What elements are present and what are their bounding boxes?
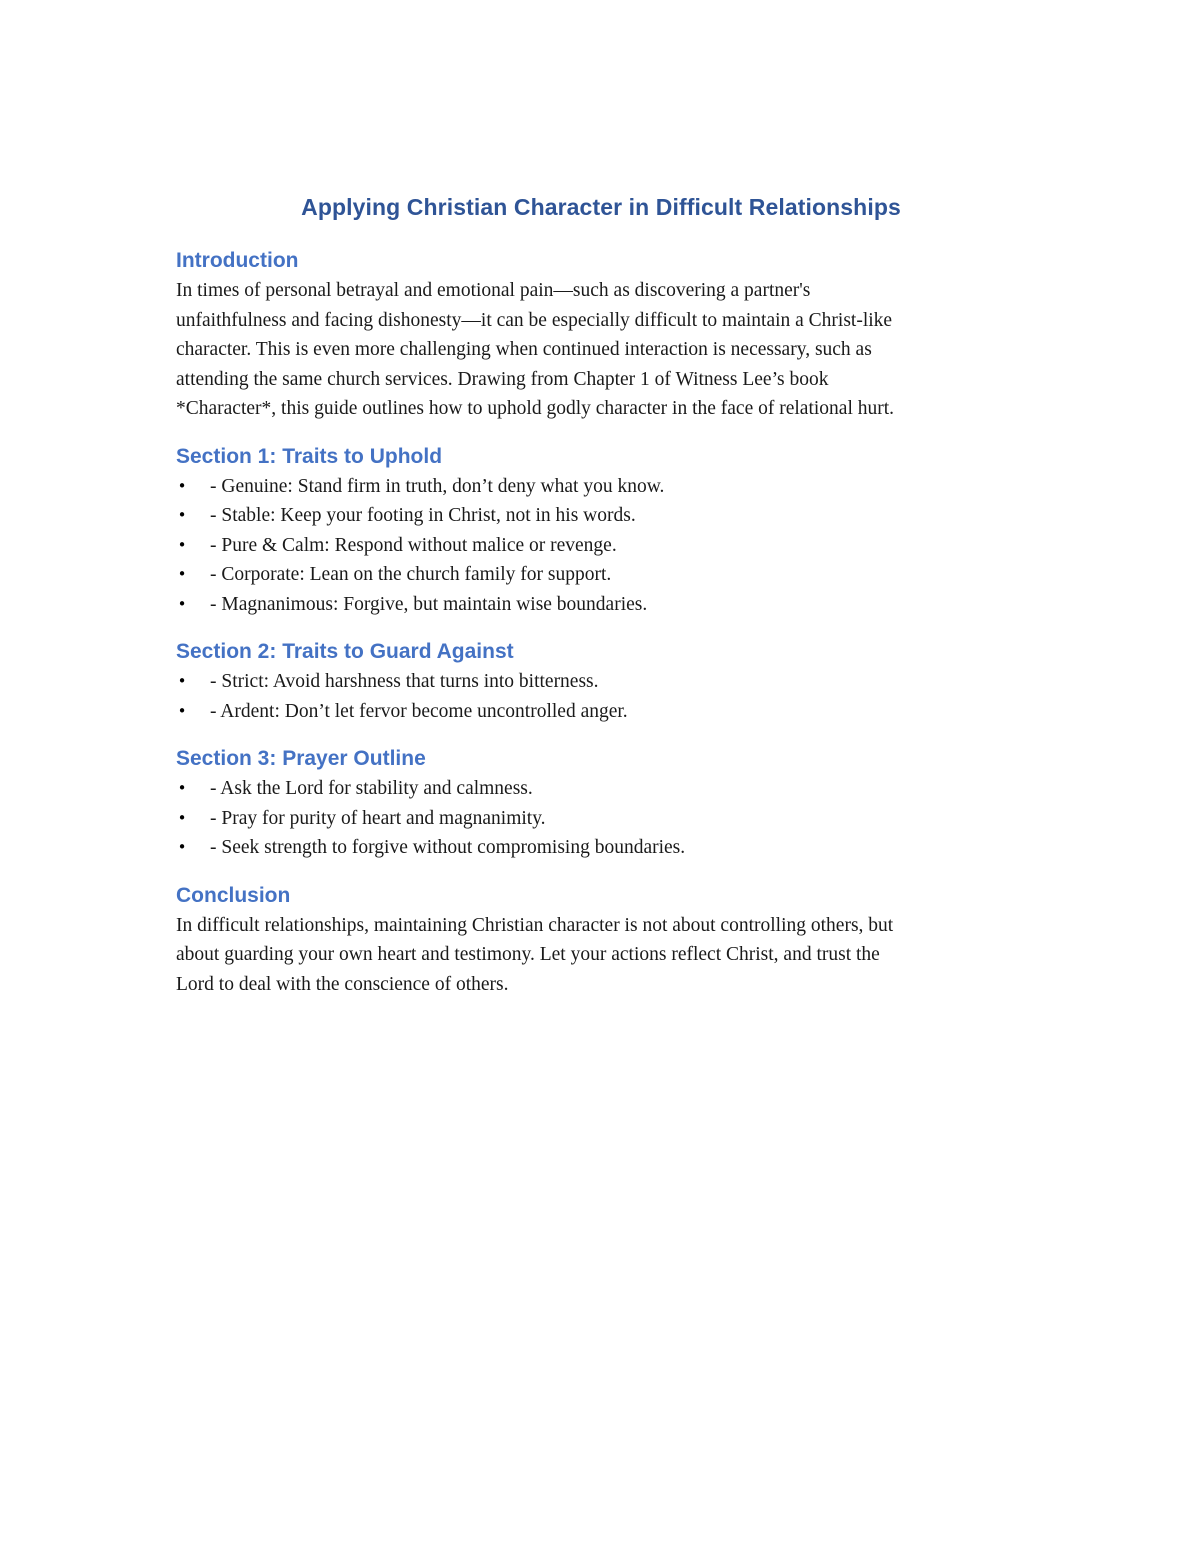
list-item-text: - Seek strength to forgive without compromising boundaries. [210,837,686,858]
list-item-text: - Magnanimous: Forgive, but maintain wise boundaries. [210,593,648,615]
introduction-paragraph [176,276,1026,424]
paragraph-line: In difficult relationships, maintaining Christian character is not about controlling others, but [176,914,894,936]
list-item [176,804,1026,834]
list-item [176,667,1026,697]
conclusion-heading: Conclusion [176,883,291,907]
list-item-text: - Corporate: Lean on the church family for support. [210,564,612,585]
paragraph-line: attending the same church services. Drawing from Chapter 1 of Witness Lee’s book [176,368,829,390]
section-1-list [176,472,1026,620]
list-item-text: - Stable: Keep your footing in Christ, not in his words. [210,505,636,526]
paragraph-line: unfaithfulness and facing dishonesty—it can be especially difficult to maintain a Christ-like [176,309,893,331]
bullet-icon: • [177,672,187,690]
bullet-icon: • [177,838,187,856]
list-item-text: - Ardent: Don’t let fervor become uncontrolled anger. [210,700,628,722]
list-item-text: - Pure & Calm: Respond without malice or revenge. [210,534,617,556]
list-item-text: - Pray for purity of heart and magnanimity. [210,807,546,829]
document-body [176,190,1026,999]
list-item-text: - Ask the Lord for stability and calmness. [210,778,533,799]
list-item [176,531,1026,561]
document-title: Applying Christian Character in Difficult Relationships [301,194,901,220]
section-2-list [176,667,1026,726]
bullet-icon: • [177,594,187,613]
list-item [176,774,1026,804]
section-3-list [176,774,1026,863]
bullet-icon: • [177,808,187,827]
list-item [176,472,1026,502]
list-item [176,501,1026,531]
list-item [176,560,1026,590]
section-1-heading: Section 1: Traits to Uphold [176,444,443,468]
section-3-heading: Section 3: Prayer Outline [176,747,426,770]
paragraph-line: Lord to deal with the conscience of others. [176,973,509,995]
paragraph-line: character. This is even more challenging when continued interaction is necessary, such as [176,339,872,360]
bullet-icon: • [177,535,187,554]
section-2-heading: Section 2: Traits to Guard Against [176,640,514,663]
bullet-icon: • [177,476,187,495]
list-item [176,697,1026,727]
paragraph-line: *Character*, this guide outlines how to uphold godly character in the face of relational hurt. [176,398,895,419]
conclusion-paragraph [176,911,1026,1000]
paragraph-line: In times of personal betrayal and emotional pain—such as discovering a partner's [176,280,811,301]
bullet-icon: • [177,506,187,524]
introduction-heading: Introduction [176,249,299,272]
list-item [176,590,1026,620]
bullet-icon: • [177,565,187,583]
list-item [176,833,1026,863]
bullet-icon: • [177,779,187,797]
paragraph-line: about guarding your own heart and testimony. Let your actions reflect Christ, and trust the [176,944,880,965]
bullet-icon: • [177,701,187,720]
list-item-text: - Strict: Avoid harshness that turns into bitterness. [210,671,599,692]
list-item-text: - Genuine: Stand firm in truth, don’t deny what you know. [210,475,665,497]
